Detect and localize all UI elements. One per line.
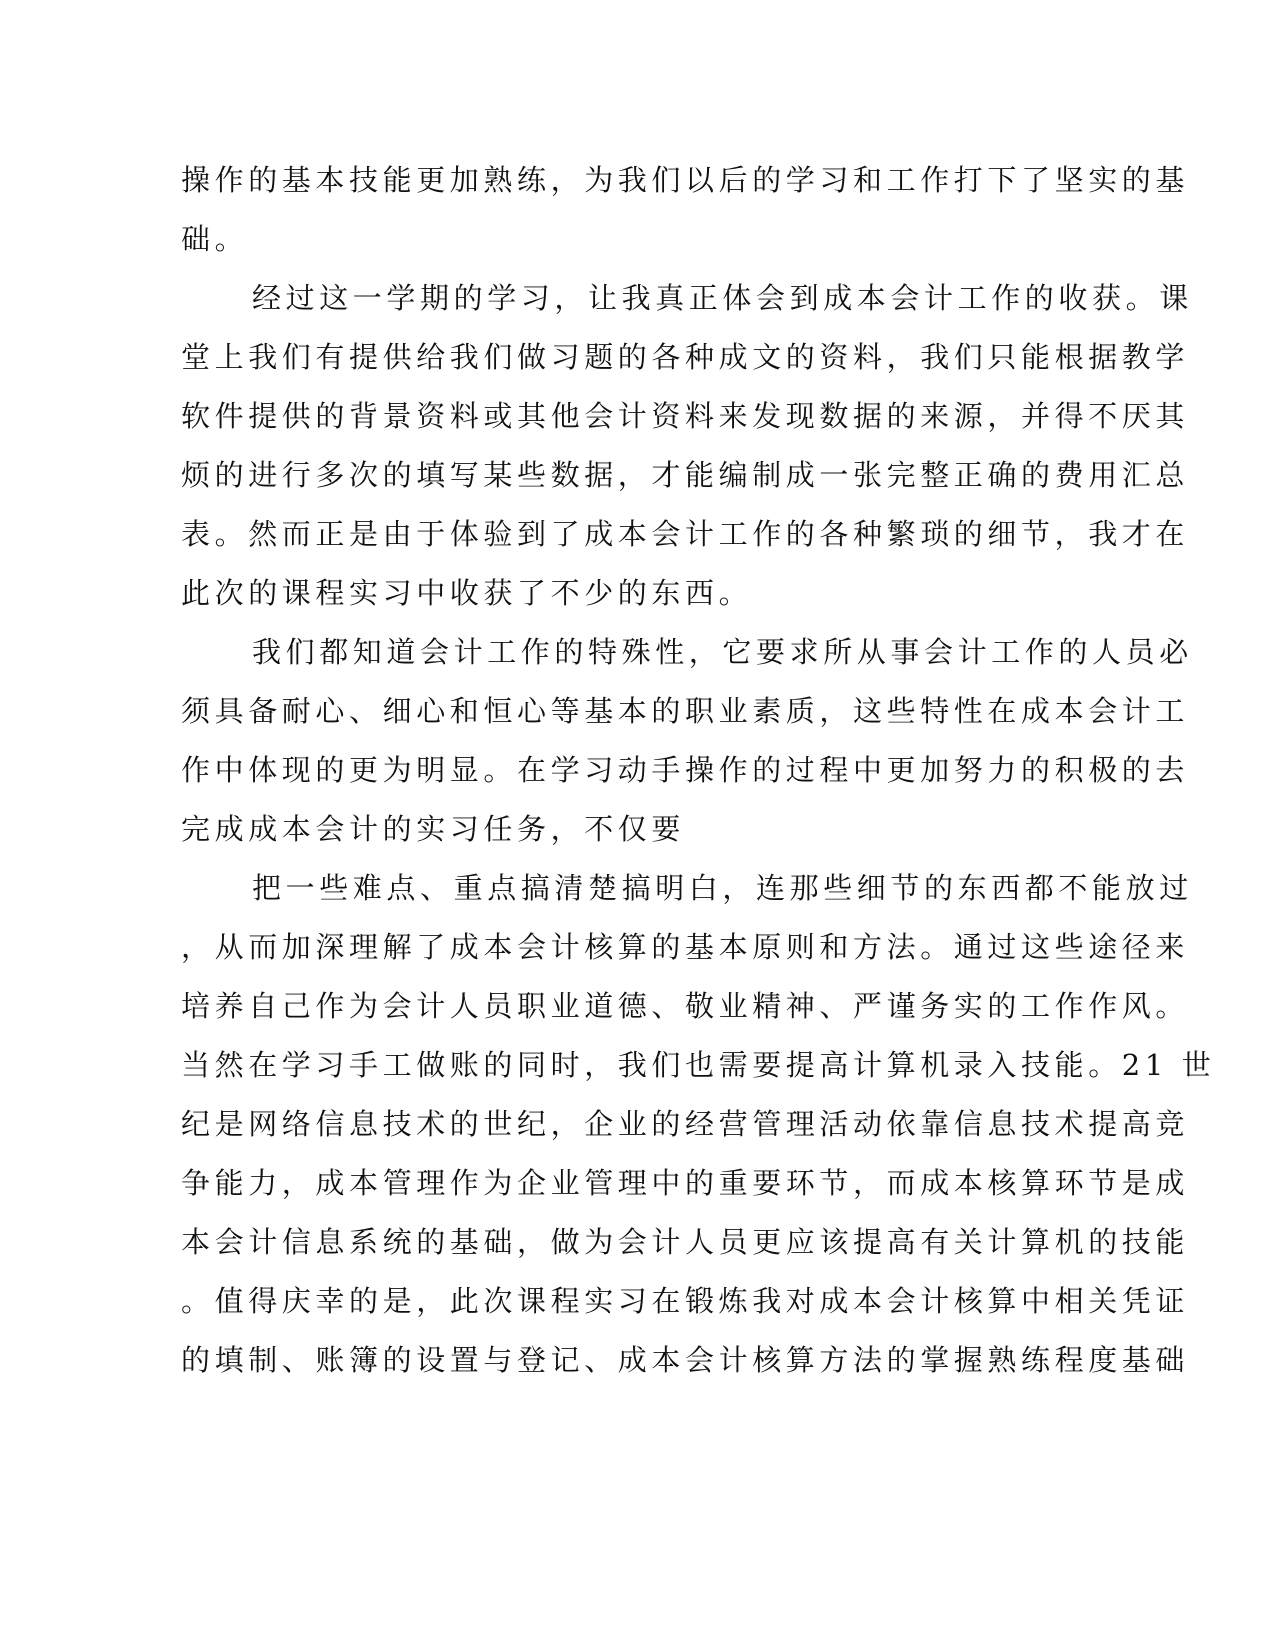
paragraph-first-line: 经过这一学期的学习，让我真正体会到成本会计工作的收获。课 — [252, 281, 1193, 315]
text-line: 培养自己作为会计人员职业道德、敬业精神、严谨务实的工作作风。 — [181, 989, 1190, 1023]
text-line: 当然在学习手工做账的同时，我们也需要提高计算机录入技能。21 世 — [181, 1048, 1216, 1082]
text-line: 软件提供的背景资料或其他会计资料来发现数据的来源，并得不厌其 — [181, 399, 1190, 433]
text-line: 表。然而正是由于体验到了成本会计工作的各种繁琐的细节，我才在 — [181, 517, 1190, 551]
text-line: 。值得庆幸的是，此次课程实习在锻炼我对成本会计核算中相关凭证 — [181, 1284, 1190, 1318]
text-line: 作中体现的更为明显。在学习动手操作的过程中更加努力的积极的去 — [181, 753, 1190, 787]
text-line: 纪是网络信息技术的世纪，企业的经营管理活动依靠信息技术提高竞 — [181, 1107, 1190, 1141]
text-line: 的填制、账簿的设置与登记、成本会计核算方法的掌握熟练程度基础 — [181, 1343, 1190, 1377]
text-line: 础。 — [181, 222, 249, 256]
text-line: 本会计信息系统的基础，做为会计人员更应该提高有关计算机的技能 — [181, 1225, 1190, 1259]
text-line: 完成成本会计的实习任务，不仅要 — [181, 812, 686, 846]
text-line: 操作的基本技能更加熟练，为我们以后的学习和工作打下了坚实的基 — [181, 163, 1190, 197]
text-line: ，从而加深理解了成本会计核算的基本原则和方法。通过这些途径来 — [181, 930, 1190, 964]
text-line: 须具备耐心、细心和恒心等基本的职业素质，这些特性在成本会计工 — [181, 694, 1190, 728]
text-line: 此次的课程实习中收获了不少的东西。 — [181, 576, 753, 610]
paragraph-first-line: 我们都知道会计工作的特殊性，它要求所从事会计工作的人员必 — [252, 635, 1193, 669]
text-line: 争能力，成本管理作为企业管理中的重要环节，而成本核算环节是成 — [181, 1166, 1190, 1200]
text-line: 烦的进行多次的填写某些数据，才能编制成一张完整正确的费用汇总 — [181, 458, 1190, 492]
text-line: 堂上我们有提供给我们做习题的各种成文的资料，我们只能根据教学 — [181, 340, 1190, 374]
paragraph-first-line: 把一些难点、重点搞清楚搞明白，连那些细节的东西都不能放过 — [252, 871, 1193, 905]
